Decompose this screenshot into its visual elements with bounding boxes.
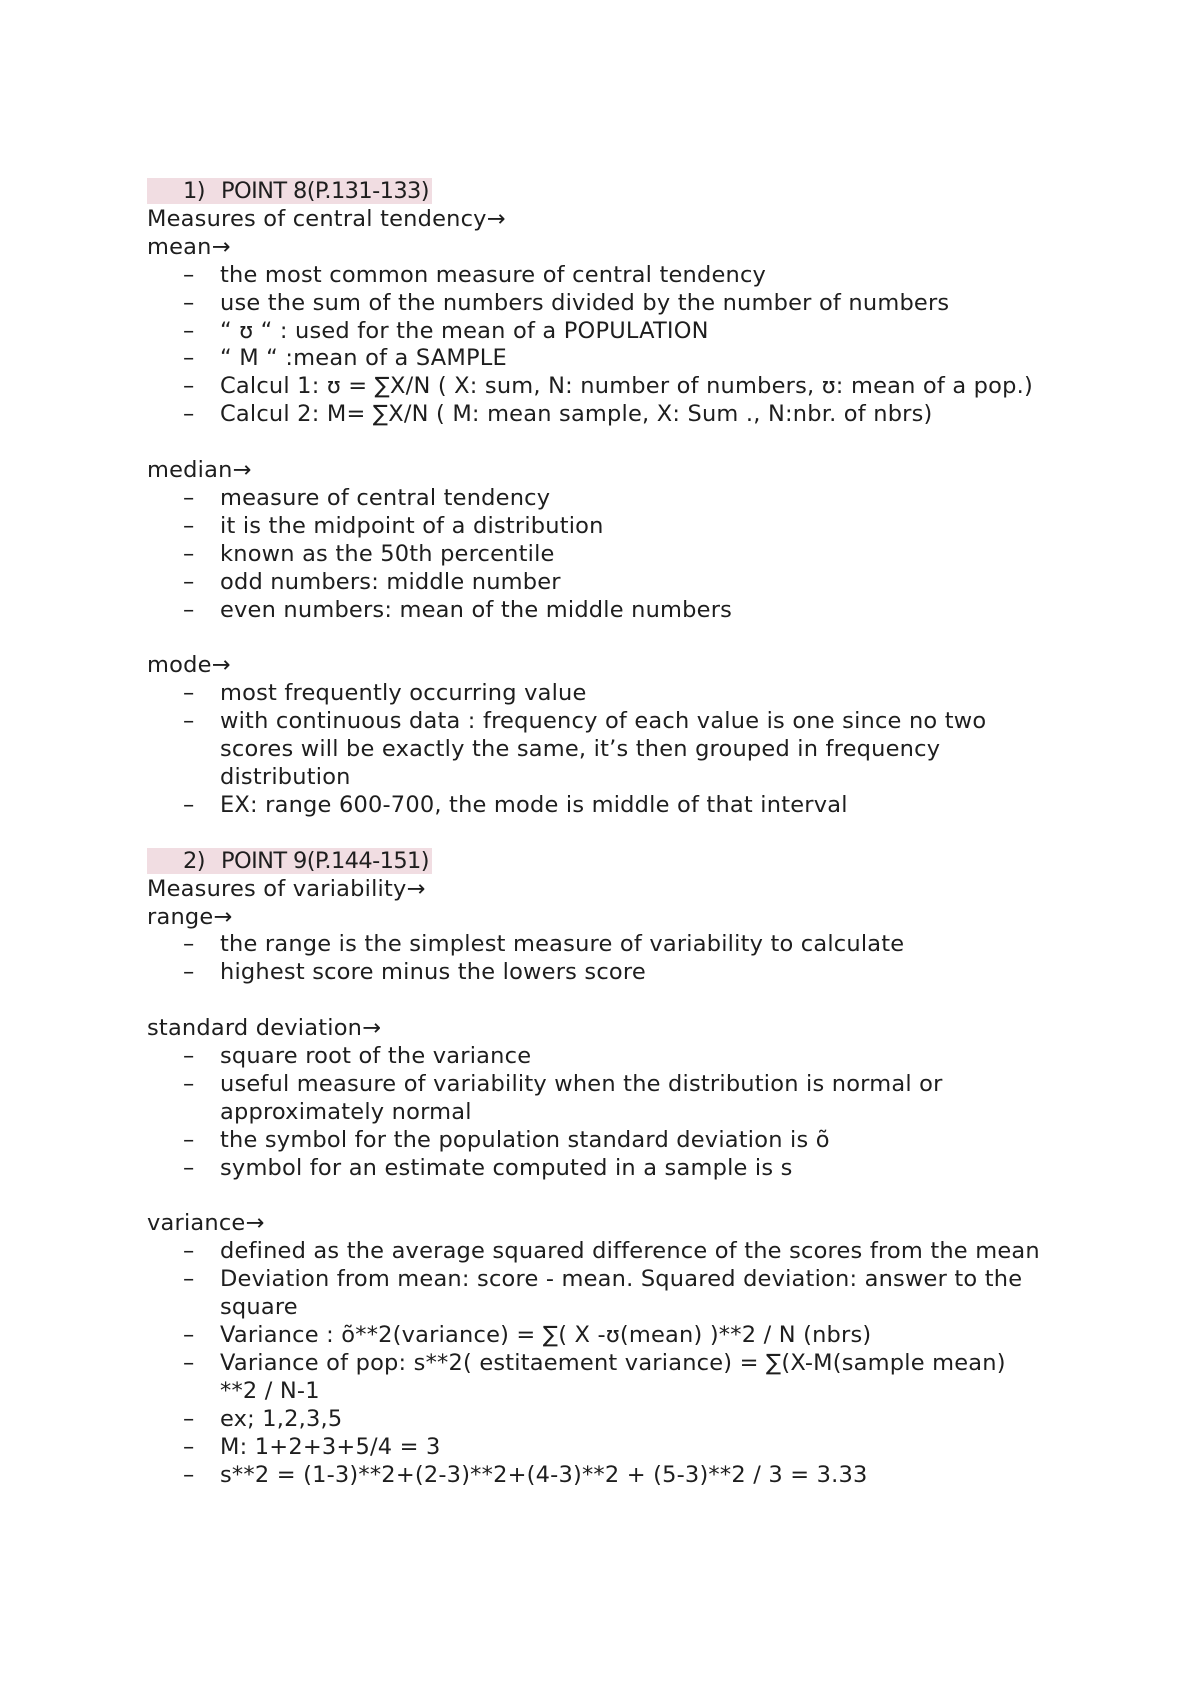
topic-range [147, 904, 1087, 988]
section-heading [147, 178, 1087, 206]
section-number: 2) [183, 847, 205, 874]
list-item: – square root of the variance [147, 1043, 1087, 1071]
section-heading [147, 848, 1087, 876]
topic-variance [147, 1210, 1087, 1489]
section-heading-highlight [147, 178, 432, 204]
list-item: – use the sum of the numbers divided by the number of numbers [147, 290, 1087, 318]
list-item: – the range is the simplest measure of variability to calculate [147, 931, 1087, 959]
list-item: – symbol for an estimate computed in a sample is s [147, 1155, 1087, 1183]
topic-label: mean→ [147, 233, 231, 260]
list-item: – measure of central tendency [147, 485, 1087, 513]
topic-standard-deviation [147, 1015, 1087, 1182]
list-item: – Deviation from mean: score - mean. Squared deviation: answer to the square [147, 1266, 1087, 1322]
list-item: – EX: range 600-700, the mode is middle of that interval [147, 792, 1087, 820]
list-item: – the most common measure of central tendency [147, 262, 1087, 290]
bullet-list [147, 262, 1087, 429]
bullet-list [147, 1238, 1087, 1489]
bullet-list [147, 1043, 1087, 1183]
list-item: – known as the 50th percentile [147, 541, 1087, 569]
list-item: – Calcul 1: ʊ = ∑X/N ( X: sum, N: number of numbers, ʊ: mean of a pop.) [147, 373, 1087, 401]
list-item: – M: 1+2+3+5/4 = 3 [147, 1434, 1087, 1462]
notes-page [147, 178, 1087, 1490]
bullet-list [147, 680, 1087, 820]
list-item: – Variance of pop: s**2( estitaement variance) = ∑(X-M(sample mean) **2 / N-1 [147, 1350, 1087, 1406]
topic-label: standard deviation→ [147, 1015, 382, 1042]
topic-label: median→ [147, 457, 252, 484]
list-item: – even numbers: mean of the middle numbers [147, 597, 1087, 625]
list-item: – with continuous data : frequency of each value is one since no two scores will be exactly the same, it’s then grouped in frequency distribution [147, 708, 1087, 792]
list-item: – it is the midpoint of a distribution [147, 513, 1087, 541]
section-heading-highlight [147, 848, 432, 874]
topic-label: mode→ [147, 652, 231, 679]
list-item: – “ M “ :mean of a SAMPLE [147, 345, 1087, 373]
section-title: POINT 9(P.144-151) [221, 847, 429, 874]
list-item: – highest score minus the lowers score [147, 959, 1087, 987]
topic-mode [147, 652, 1087, 819]
list-item: – Variance : õ**2(variance) = ∑( X -ʊ(mean) )**2 / N (nbrs) [147, 1322, 1087, 1350]
list-item: – Calcul 2: M= ∑X/N ( M: mean sample, X: Sum ., N:nbr. of nbrs) [147, 401, 1087, 429]
list-item: – most frequently occurring value [147, 680, 1087, 708]
list-item: – defined as the average squared difference of the scores from the mean [147, 1238, 1087, 1266]
section-1 [147, 178, 1087, 820]
topic-label: range→ [147, 903, 233, 930]
list-item: – the symbol for the population standard deviation is õ [147, 1127, 1087, 1155]
section-intro: Measures of variability→ [147, 875, 426, 902]
list-item: – useful measure of variability when the distribution is normal or approximately normal [147, 1071, 1087, 1127]
list-item: – “ ʊ “ : used for the mean of a POPULATION [147, 318, 1087, 346]
list-item: – ex; 1,2,3,5 [147, 1406, 1087, 1434]
topic-median [147, 457, 1087, 624]
section-title: POINT 8(P.131-133) [221, 178, 429, 204]
section-intro: Measures of central tendency→ [147, 205, 506, 232]
list-item: – s**2 = (1-3)**2+(2-3)**2+(4-3)**2 + (5-3)**2 / 3 = 3.33 [147, 1462, 1087, 1490]
section-number: 1) [183, 178, 205, 204]
section-2 [147, 848, 1087, 1490]
bullet-list [147, 931, 1087, 987]
list-item: – odd numbers: middle number [147, 569, 1087, 597]
topic-mean [147, 234, 1087, 429]
topic-label: variance→ [147, 1210, 265, 1237]
bullet-list [147, 485, 1087, 625]
